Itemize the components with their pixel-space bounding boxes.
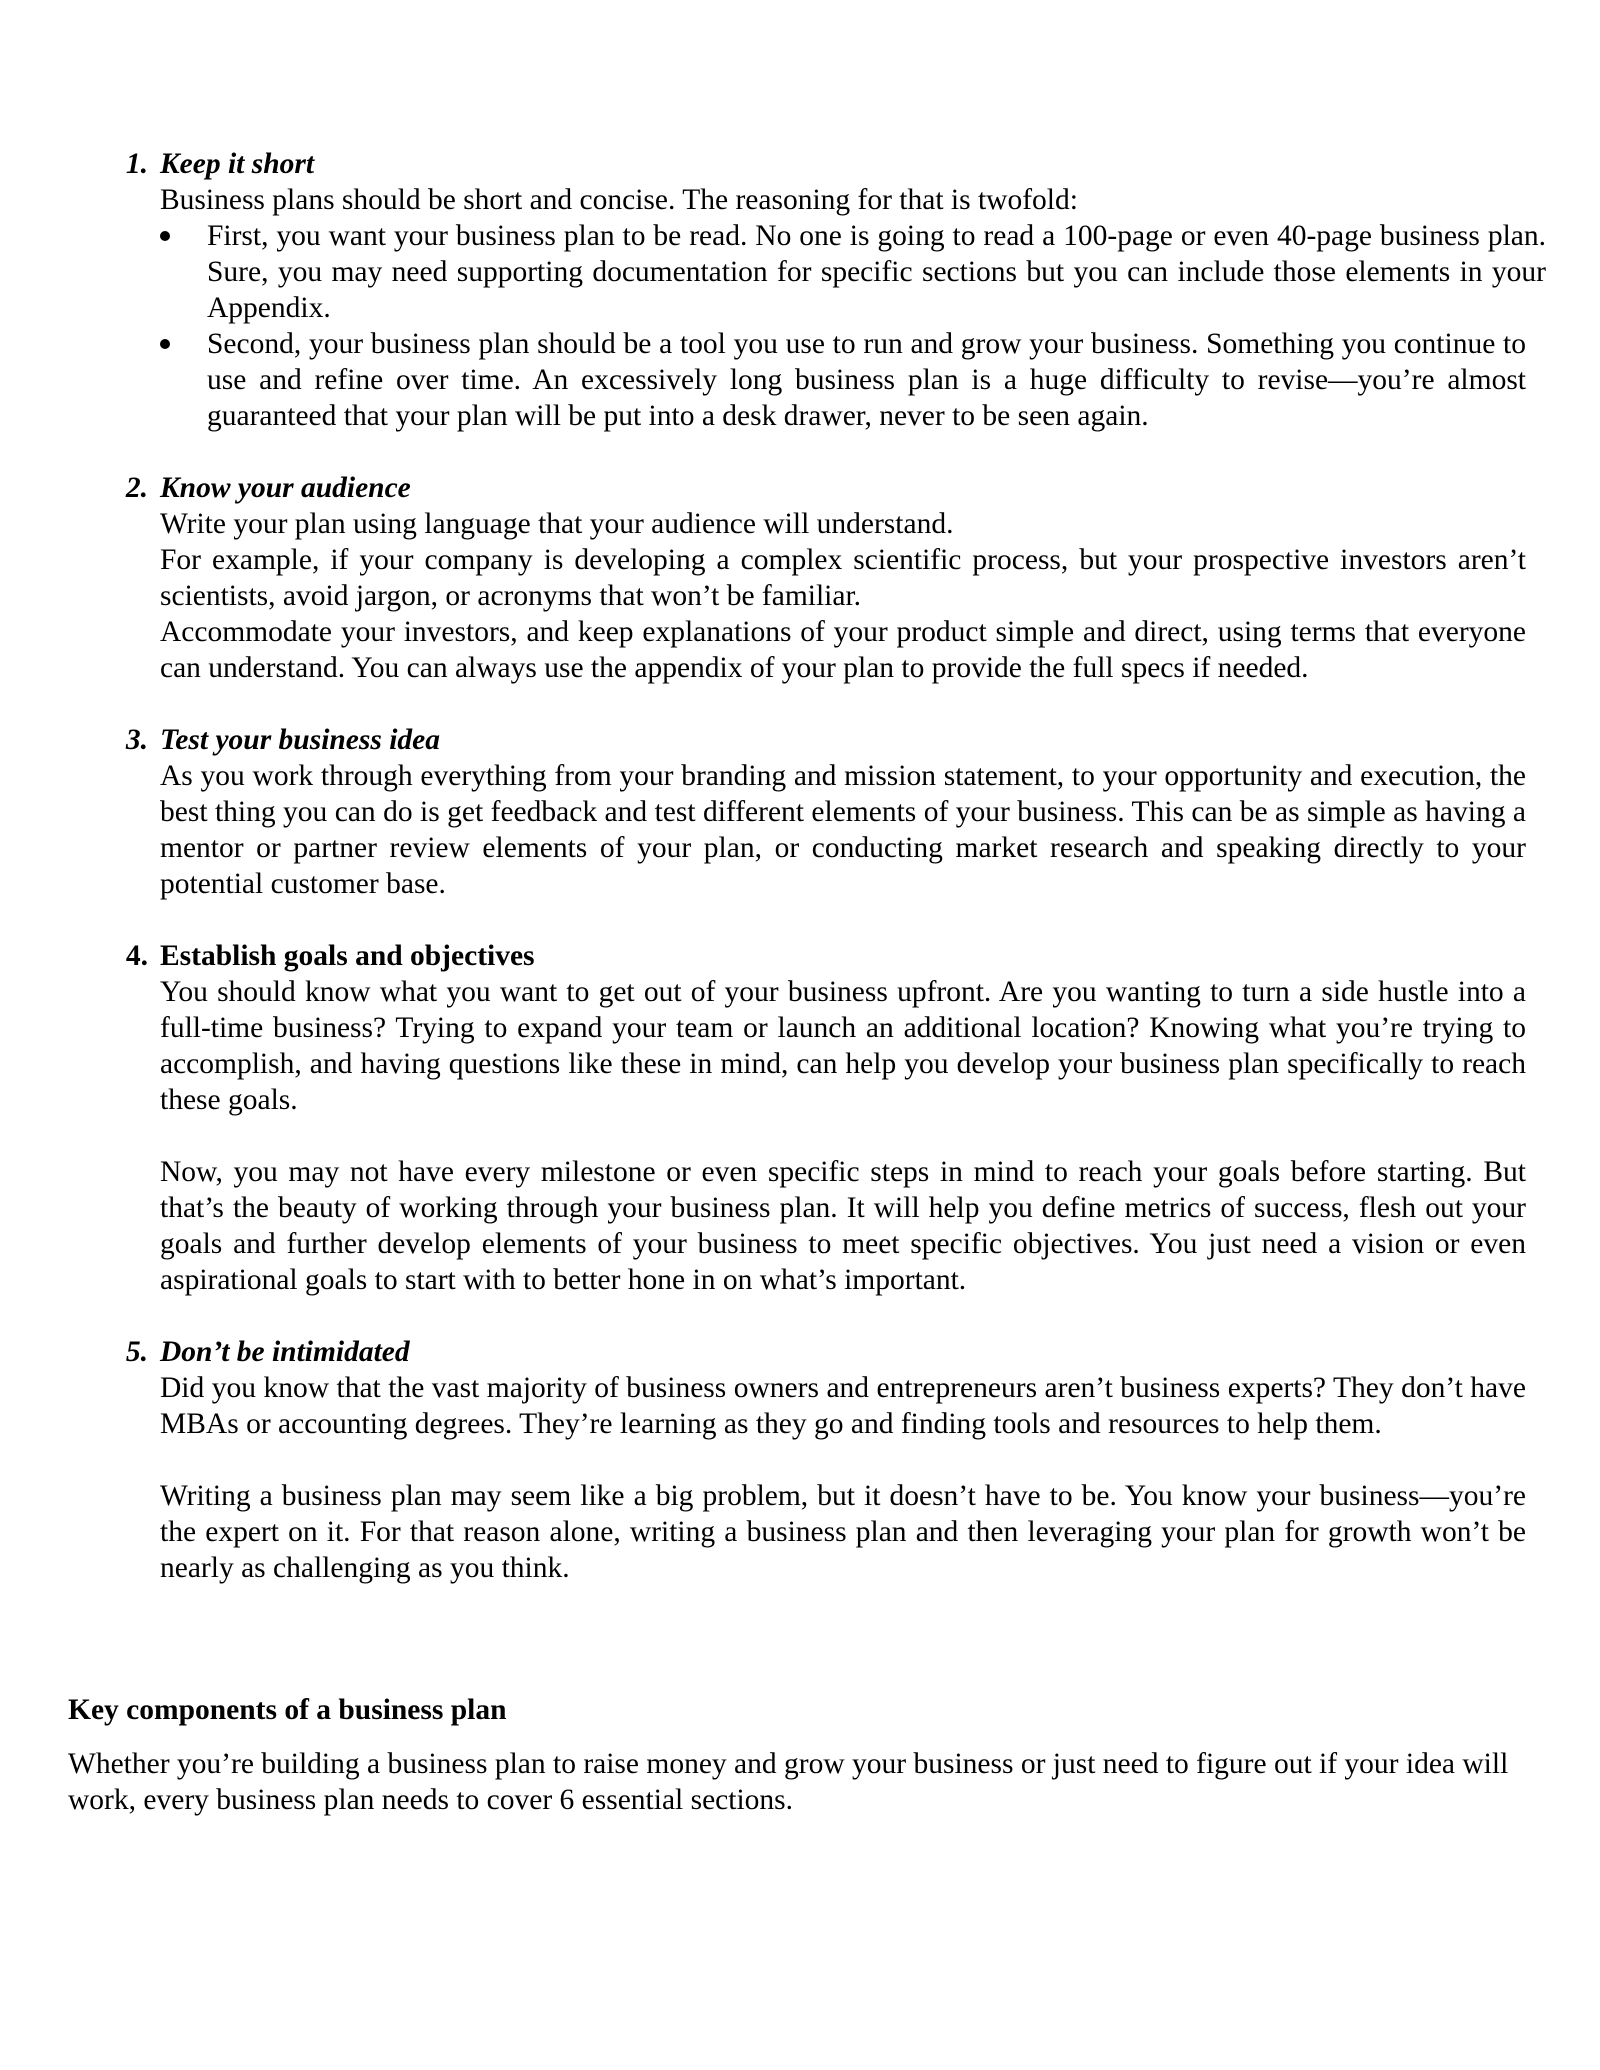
tip-section-know-your-audience bbox=[125, 470, 1526, 686]
bullet-list bbox=[160, 218, 1546, 434]
tip-paragraph: You should know what you want to get out of your business upfront. Are you wanting to turn a side hustle into a full-time business? Trying to expand your team or launch an additional location? Knowing what you’re trying to accomplish, and having questions like these in mind, can help you develop your business plan specifically to reach these goals. bbox=[160, 976, 1526, 1116]
tip-number: 3. bbox=[125, 724, 148, 756]
tip-heading: Keep it short bbox=[160, 148, 315, 180]
tip-paragraph: Now, you may not have every milestone or even specific steps in mind to reach your goals before starting. But that’s the beauty of working through your business plan. It will help you define metrics of success, flesh out your goals and further develop elements of your business to meet specific objectives. You just need a vision or even aspirational goals to start with to better hone in on what’s important. bbox=[160, 1156, 1526, 1296]
tip-number: 1. bbox=[125, 148, 148, 180]
tip-paragraph: For example, if your company is developing a complex scientific process, but your prospective investors aren’t scientists, avoid jargon, or acronyms that won’t be familiar. bbox=[160, 544, 1526, 612]
tip-section-test-your-business-idea bbox=[125, 722, 1526, 902]
tip-paragraph: As you work through everything from your branding and mission statement, to your opportunity and execution, the best thing you can do is get feedback and test different elements of your business. This can be as simple as having a mentor or partner review elements of your plan, or conducting market research and speaking directly to your potential customer base. bbox=[160, 760, 1526, 900]
tip-section-dont-be-intimidated bbox=[125, 1334, 1526, 1586]
tip-heading: Know your audience bbox=[160, 472, 411, 504]
bullet-icon bbox=[160, 339, 170, 349]
bullet-text: First, you want your business plan to be read. No one is going to read a 100-page or even 40-page business plan. Sure, you may need supporting documentation for specific sections but you can include those elements in your Appendix. bbox=[207, 220, 1546, 324]
paragraph-spacer bbox=[160, 1118, 1526, 1154]
tip-number: 2. bbox=[125, 472, 148, 504]
bullet-item bbox=[160, 218, 1546, 326]
bullet-icon bbox=[160, 231, 170, 241]
tip-paragraph: Writing a business plan may seem like a big problem, but it doesn’t have to be. You know your business—you’re the expert on it. For that reason alone, writing a business plan and then leveraging your plan for growth won’t be nearly as challenging as you think. bbox=[160, 1480, 1526, 1584]
tip-heading: Don’t be intimidated bbox=[160, 1336, 410, 1368]
tip-heading: Test your business idea bbox=[160, 724, 441, 756]
tip-section-keep-it-short bbox=[125, 146, 1546, 434]
key-components-heading: Key components of a business plan bbox=[68, 1694, 507, 1726]
tip-paragraph: Did you know that the vast majority of business owners and entrepreneurs aren’t business experts? They don’t have MBAs or accounting degrees. They’re learning as they go and finding tools and resources to help them. bbox=[160, 1372, 1526, 1440]
tip-intro: Business plans should be short and concise. The reasoning for that is twofold: bbox=[160, 184, 1078, 216]
tip-heading: Establish goals and objectives bbox=[160, 940, 535, 972]
paragraph-spacer bbox=[160, 1442, 1526, 1478]
bullet-text: Second, your business plan should be a tool you use to run and grow your business. Something you continue to use and refine over time. An excessively long business plan is a huge difficulty to revise—you’re almost guaranteed that your plan will be put into a desk drawer, never to be seen again. bbox=[207, 328, 1526, 432]
tip-paragraph: Accommodate your investors, and keep explanations of your product simple and direct, using terms that everyone can understand. You can always use the appendix of your plan to provide the full specs if needed. bbox=[160, 616, 1526, 684]
bullet-item bbox=[160, 326, 1526, 434]
numbered-tips-list bbox=[125, 146, 1546, 1622]
tip-number: 5. bbox=[125, 1336, 148, 1368]
tip-number: 4. bbox=[125, 940, 148, 972]
tip-section-establish-goals bbox=[125, 938, 1526, 1298]
tip-paragraph: Write your plan using language that your audience will understand. bbox=[160, 508, 954, 540]
key-components-paragraph: Whether you’re building a business plan to raise money and grow your business or just need to figure out if your idea will work, every business plan needs to cover 6 essential sections. bbox=[68, 1748, 1509, 1816]
